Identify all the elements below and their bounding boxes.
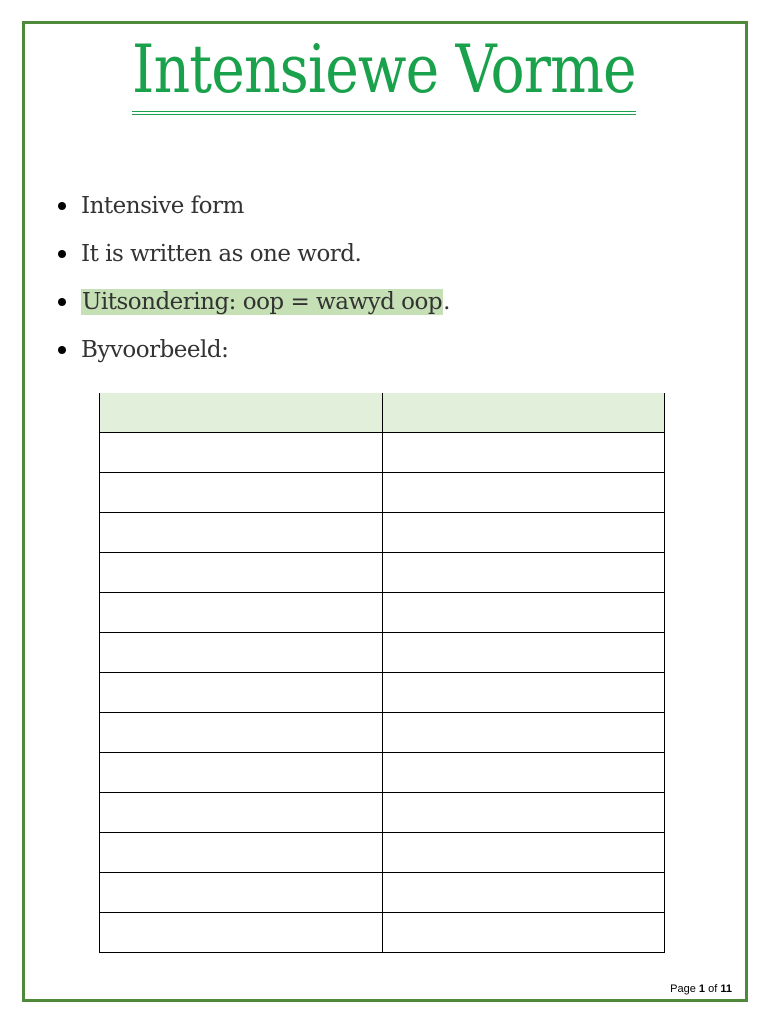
bullet-icon [58,298,66,306]
table-cell [100,593,383,633]
table-row [100,673,665,713]
bullet-list [52,186,450,378]
bullet-text: Intensive form [81,193,244,219]
table-cell [100,473,383,513]
table-row [100,753,665,793]
table-cell [100,793,383,833]
table-row [100,513,665,553]
table-cell [382,873,665,913]
table-row [100,593,665,633]
table-cell [382,593,665,633]
table-cell [100,913,383,953]
table-cell [100,753,383,793]
table-cell [382,753,665,793]
table-cell [100,513,383,553]
table-header-row [100,393,665,433]
table-row [100,873,665,913]
table-cell [382,913,665,953]
table-header-cell [382,393,665,433]
table-cell [382,553,665,593]
footer-page-number: 1 [698,983,706,995]
table-cell [382,713,665,753]
worksheet-table [99,393,665,953]
footer-page-label: Page [670,983,696,995]
table-cell [100,633,383,673]
page-footer [670,983,732,995]
table-row [100,833,665,873]
table-row [100,633,665,673]
table-row [100,433,665,473]
table-cell [382,433,665,473]
table-cell [382,793,665,833]
bullet-icon [58,250,66,258]
table-cell [100,833,383,873]
highlighted-text: Uitsondering: oop = wawyd oop [82,289,443,315]
table-cell [100,713,383,753]
page-title-text: Intensiewe Vorme [132,30,636,115]
table-cell [382,513,665,553]
table-cell [100,673,383,713]
bullet-icon [58,346,66,354]
table-cell [100,873,383,913]
table-row [100,473,665,513]
footer-of-label: of [708,983,718,995]
bullet-item [52,186,450,234]
table-cell [382,673,665,713]
table-cell [382,633,665,673]
footer-page-total: 11 [720,983,732,995]
table-row [100,913,665,953]
table-cell [100,433,383,473]
bullet-text-suffix: . [443,289,450,315]
table-row [100,553,665,593]
bullet-item [52,330,450,378]
bullet-item [52,282,450,330]
bullet-icon [58,202,66,210]
table-header-cell [100,393,383,433]
table-cell [100,553,383,593]
table-row [100,793,665,833]
bullet-text: Byvoorbeeld: [81,337,229,363]
bullet-text: It is written as one word. [81,241,362,267]
page-title [0,30,768,115]
bullet-item [52,234,450,282]
table-row [100,713,665,753]
table-cell [382,473,665,513]
table-cell [382,833,665,873]
